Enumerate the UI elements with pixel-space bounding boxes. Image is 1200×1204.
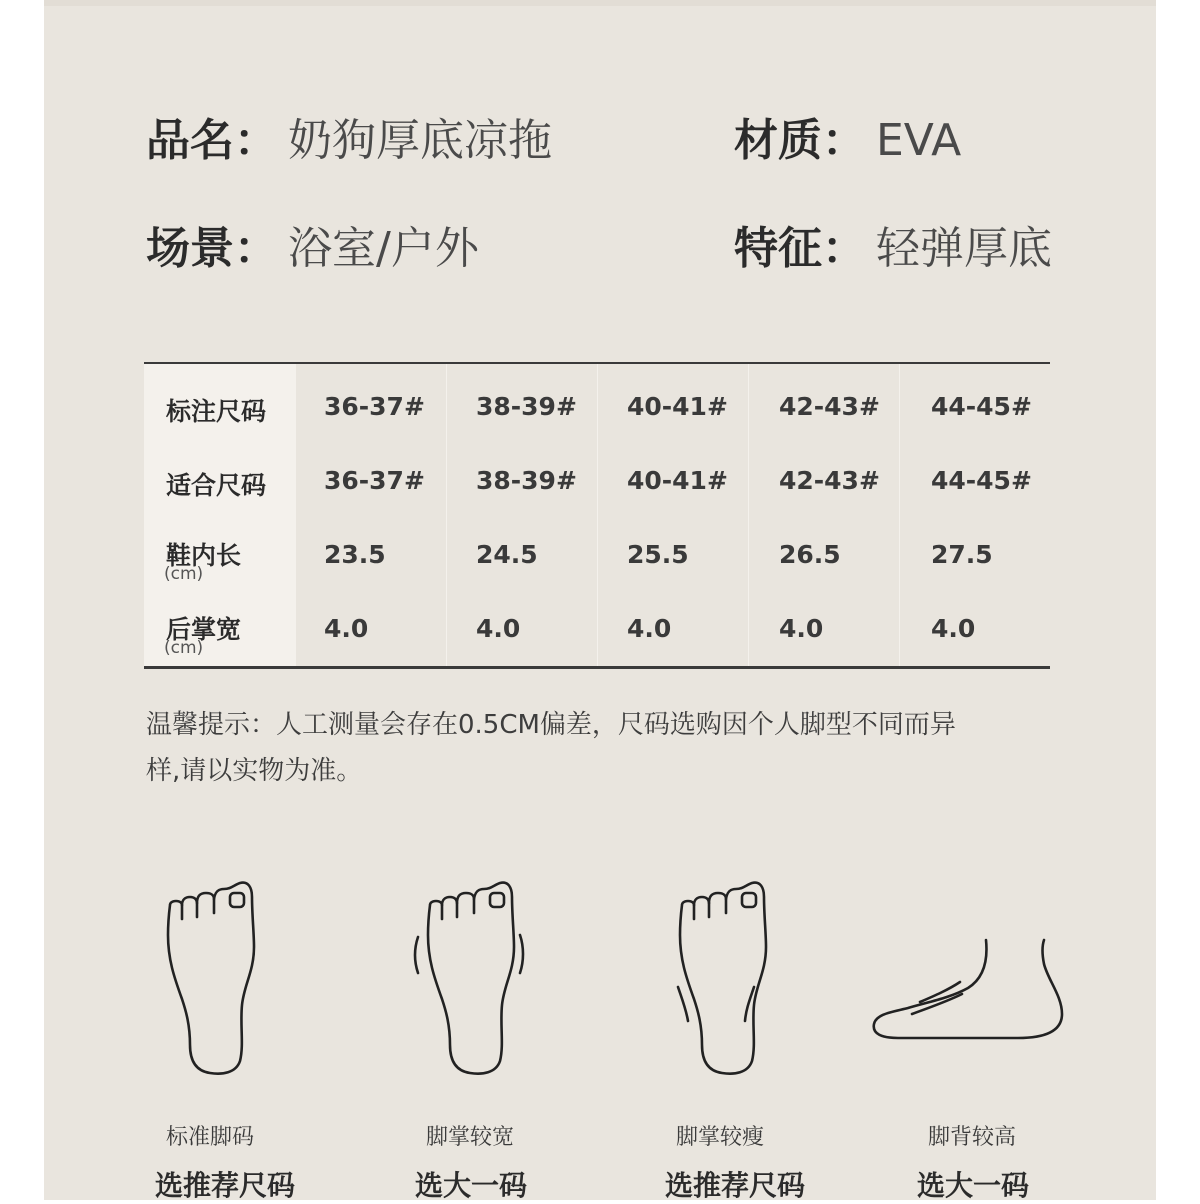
wide-foot-icon <box>410 875 530 1080</box>
material <box>734 104 961 168</box>
row-label: 标注尺码 <box>166 397 267 426</box>
table-row-inner-length <box>144 516 1050 590</box>
table-cell: 27.5 <box>931 540 993 569</box>
info-row-2 <box>146 212 1106 272</box>
row-unit: (cm) <box>164 638 204 658</box>
scene-value: 浴室/户外 <box>288 223 479 274</box>
table-row-marked-size <box>144 368 1050 442</box>
table-cell: 4.0 <box>931 614 976 643</box>
table-cell: 4.0 <box>324 614 369 643</box>
table-cell: 38-39# <box>476 392 577 421</box>
table-row-heel-width <box>144 590 1050 664</box>
scene <box>146 212 479 276</box>
table-cell: 25.5 <box>627 540 689 569</box>
colon: ： <box>822 115 866 166</box>
foot-type-caption: 脚掌较瘦 <box>676 1125 765 1150</box>
notice-line-2: 样,请以实物为准。 <box>146 756 363 786</box>
foot-type-advice: 选大一码 <box>415 1169 528 1202</box>
table-cell: 40-41# <box>627 466 728 495</box>
high-instep-foot-icon <box>868 930 1068 1050</box>
table-cell: 23.5 <box>324 540 386 569</box>
table-row-fit-size <box>144 442 1050 516</box>
table-cell: 38-39# <box>476 466 577 495</box>
feature-label: 特征 <box>734 223 822 274</box>
product-name-value: 奶狗厚底凉拖 <box>288 115 552 166</box>
colon: ： <box>822 223 866 274</box>
info-row-1 <box>146 104 1106 164</box>
scene-label: 场景 <box>146 223 234 274</box>
standard-foot-icon <box>160 875 260 1080</box>
material-value: EVA <box>876 115 962 166</box>
table-cell: 4.0 <box>779 614 824 643</box>
feature <box>734 212 1052 276</box>
row-label: 后掌宽 <box>166 615 242 644</box>
table-cell: 44-45# <box>931 392 1032 421</box>
product-name-label: 品名 <box>146 115 234 166</box>
table-cell: 44-45# <box>931 466 1032 495</box>
row-label: 适合尺码 <box>166 471 267 500</box>
colon: ： <box>234 223 278 274</box>
size-notice <box>146 702 1046 794</box>
foot-type-advice: 选推荐尺码 <box>665 1169 806 1202</box>
product-name <box>146 104 552 168</box>
colon: ： <box>234 115 278 166</box>
feature-value: 轻弹厚底 <box>876 223 1052 274</box>
row-label: 鞋内长 <box>166 541 242 570</box>
row-unit: (cm) <box>164 564 204 584</box>
foot-type-caption: 标准脚码 <box>166 1125 255 1150</box>
table-cell: 42-43# <box>779 466 880 495</box>
foot-type-caption: 脚掌较宽 <box>426 1125 515 1150</box>
table-cell: 4.0 <box>627 614 672 643</box>
table-cell: 40-41# <box>627 392 728 421</box>
table-cell: 36-37# <box>324 466 425 495</box>
table-cell: 26.5 <box>779 540 841 569</box>
table-cell: 4.0 <box>476 614 521 643</box>
size-table <box>144 362 1050 669</box>
table-cell: 36-37# <box>324 392 425 421</box>
notice-line-1: 温馨提示：人工测量会存在0.5CM偏差，尺码选购因个人脚型不同而异 <box>146 710 956 740</box>
table-cell: 42-43# <box>779 392 880 421</box>
panel-top-edge <box>44 0 1156 6</box>
table-cell: 24.5 <box>476 540 538 569</box>
foot-type-advice: 选推荐尺码 <box>155 1169 296 1202</box>
foot-type-caption: 脚背较高 <box>928 1125 1017 1150</box>
material-label: 材质 <box>734 115 822 166</box>
narrow-foot-icon <box>668 875 778 1080</box>
foot-type-advice: 选大一码 <box>917 1169 1030 1202</box>
